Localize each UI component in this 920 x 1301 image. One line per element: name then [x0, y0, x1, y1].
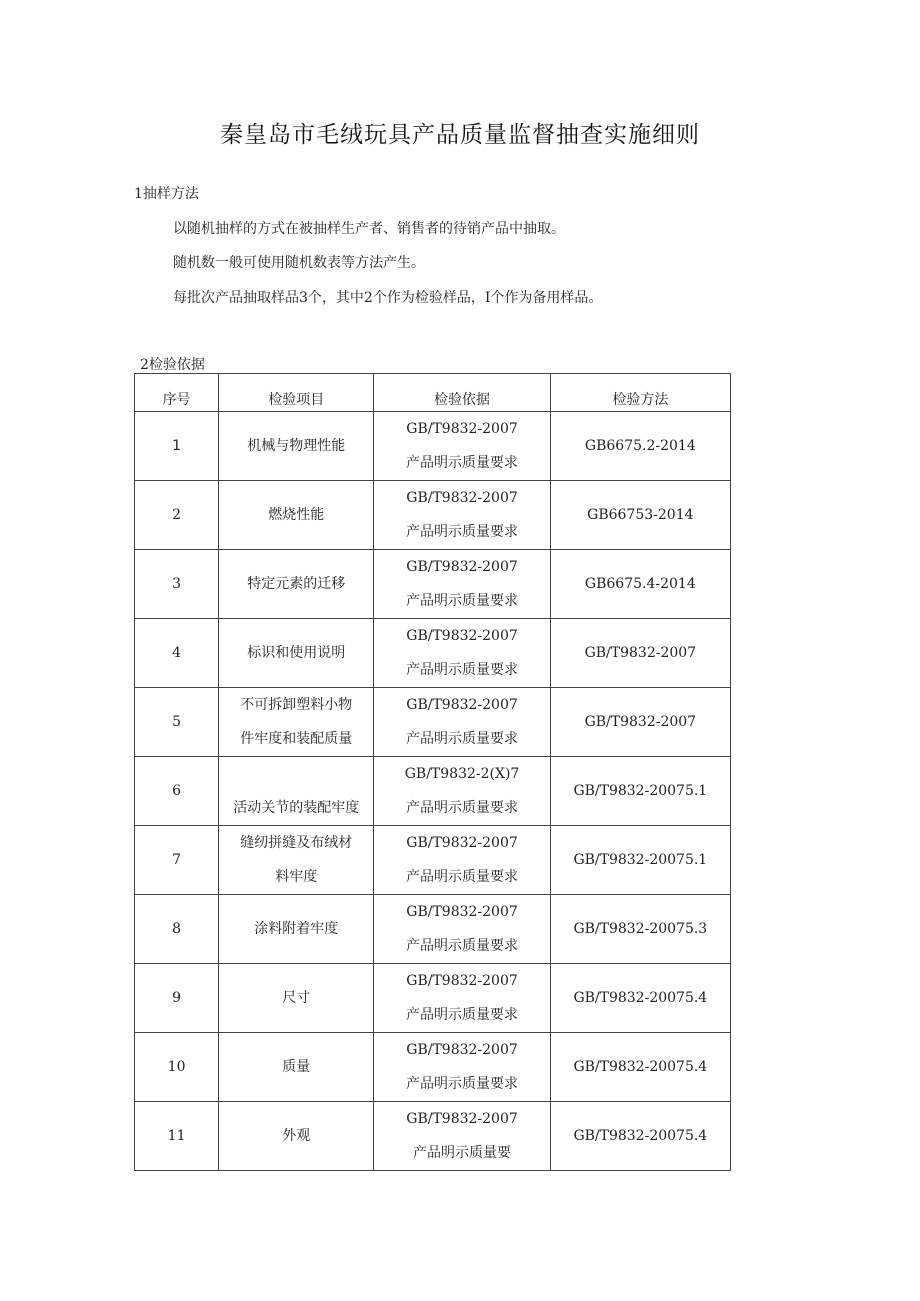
- cell-item: 燃烧性能: [219, 481, 374, 550]
- inspection-basis-table: [134, 373, 731, 1171]
- cell-no: 5: [135, 688, 219, 757]
- cell-no: 3: [135, 550, 219, 619]
- cell-method: GB66753-2014: [550, 481, 730, 550]
- basis-declared: 产品明示质量要求: [406, 1007, 519, 1023]
- cell-basis: [374, 619, 550, 688]
- section-heading-sampling: 1抽样方法: [134, 186, 199, 202]
- cell-method: GB/T9832-20075.1: [550, 757, 730, 826]
- cell-no: 4: [135, 619, 219, 688]
- cell-no: 9: [135, 964, 219, 1033]
- cell-basis: [374, 757, 550, 826]
- header-basis: 检验依据: [374, 374, 550, 412]
- header-item: 检验项目: [219, 374, 374, 412]
- basis-standard: GB/T9832-2(X)7: [404, 766, 520, 782]
- cell-item: 机械与物理性能: [219, 412, 374, 481]
- basis-standard: GB/T9832-2007: [406, 559, 518, 575]
- table-row: [135, 412, 731, 481]
- basis-standard: GB/T9832-2007: [406, 490, 518, 506]
- table-row: [135, 688, 731, 757]
- basis-declared: 产品明示质量要求: [406, 455, 519, 471]
- document-title: 秦皇岛市毛绒玩具产品质量监督抽查实施细则: [220, 122, 700, 148]
- table-row: [135, 826, 731, 895]
- basis-standard: GB/T9832-2007: [406, 904, 518, 920]
- cell-method: GB/T9832-20075.3: [550, 895, 730, 964]
- item-line-2: 活动关节的装配牢度: [233, 800, 360, 816]
- cell-no: 7: [135, 826, 219, 895]
- basis-standard: GB/T9832-2007: [406, 835, 518, 851]
- cell-method: GB/T9832-20075.4: [550, 1102, 730, 1171]
- cell-item: 标识和使用说明: [219, 619, 374, 688]
- basis-standard: GB/T9832-2007: [406, 421, 518, 437]
- basis-standard: GB/T9832-2007: [406, 1111, 518, 1127]
- cell-method: GB6675.4-2014: [550, 550, 730, 619]
- cell-item: 外观: [219, 1102, 374, 1171]
- cell-basis: [374, 550, 550, 619]
- basis-declared: 产品明示质量要求: [406, 869, 519, 885]
- basis-standard: GB/T9832-2007: [406, 973, 518, 989]
- cell-basis: [374, 1033, 550, 1102]
- cell-method: GB/T9832-2007: [550, 688, 730, 757]
- basis-declared: 产品明示质量要求: [406, 524, 519, 540]
- cell-method: GB/T9832-20075.4: [550, 964, 730, 1033]
- cell-method: GB/T9832-2007: [550, 619, 730, 688]
- basis-declared: 产品明示质量要求: [406, 662, 519, 678]
- basis-standard: GB/T9832-2007: [406, 697, 518, 713]
- item-line-1: 缝纫拼缝及布绒材: [240, 835, 353, 851]
- cell-no: 11: [135, 1102, 219, 1171]
- header-method: 检验方法: [550, 374, 730, 412]
- cell-method: GB/T9832-20075.4: [550, 1033, 730, 1102]
- cell-item: 特定元素的迁移: [219, 550, 374, 619]
- cell-basis: [374, 895, 550, 964]
- cell-item: [219, 757, 374, 826]
- basis-declared: 产品明示质量要求: [406, 1076, 519, 1092]
- paragraph-sample-count: 每批次产品抽取样品3个，其中2个作为检验样品，I个作为备用样品。: [173, 290, 603, 306]
- cell-basis: [374, 1102, 550, 1171]
- table-row: [135, 1102, 731, 1171]
- basis-declared: 产品明示质量要求: [406, 593, 519, 609]
- cell-item: [219, 688, 374, 757]
- cell-basis: [374, 826, 550, 895]
- item-line-2: 件牢度和装配质量: [240, 731, 353, 747]
- table-row: [135, 964, 731, 1033]
- table-row: [135, 757, 731, 826]
- paragraph-sampling-method: 以随机抽样的方式在被抽样生产者、销售者的待销产品中抽取。: [173, 221, 565, 237]
- header-no: 序号: [135, 374, 219, 412]
- cell-no: 8: [135, 895, 219, 964]
- basis-declared: 产品明示质量要: [413, 1145, 512, 1161]
- table-row: [135, 550, 731, 619]
- table-row: [135, 619, 731, 688]
- cell-no: 2: [135, 481, 219, 550]
- cell-no: 10: [135, 1033, 219, 1102]
- basis-declared: 产品明示质量要求: [406, 731, 519, 747]
- cell-basis: [374, 481, 550, 550]
- cell-no: 6: [135, 757, 219, 826]
- item-line-1: 不可拆卸塑料小物: [240, 697, 353, 713]
- table-header-row: [135, 374, 731, 412]
- table-row: [135, 895, 731, 964]
- table-row: [135, 481, 731, 550]
- basis-declared: 产品明示质量要求: [406, 800, 519, 816]
- basis-standard: GB/T9832-2007: [406, 628, 518, 644]
- cell-basis: [374, 964, 550, 1033]
- cell-method: GB6675.2-2014: [550, 412, 730, 481]
- cell-item: [219, 826, 374, 895]
- basis-declared: 产品明示质量要求: [406, 938, 519, 954]
- basis-standard: GB/T9832-2007: [406, 1042, 518, 1058]
- cell-basis: [374, 688, 550, 757]
- section-heading-basis: 2检验依据: [140, 357, 205, 373]
- cell-method: GB/T9832-20075.1: [550, 826, 730, 895]
- item-line-1: [219, 757, 373, 791]
- cell-item: 涂料附着牢度: [219, 895, 374, 964]
- cell-no: 1: [135, 412, 219, 481]
- cell-item: 质量: [219, 1033, 374, 1102]
- paragraph-random-number: 随机数一般可使用随机数表等方法产生。: [173, 255, 425, 271]
- cell-basis: [374, 412, 550, 481]
- item-line-2: 料牢度: [275, 869, 318, 885]
- cell-item: 尺寸: [219, 964, 374, 1033]
- table-row: [135, 1033, 731, 1102]
